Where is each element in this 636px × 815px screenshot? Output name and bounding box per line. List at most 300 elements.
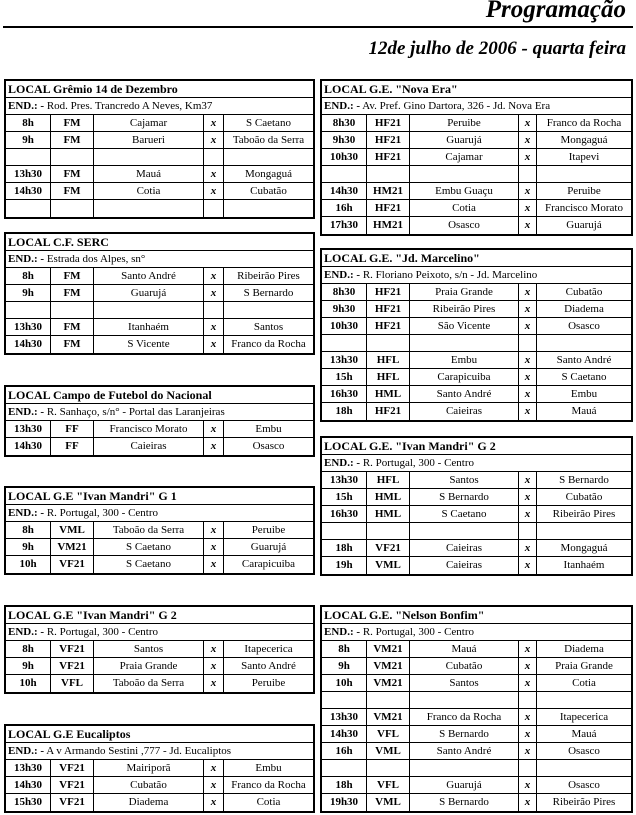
- address-label: END.: -: [324, 626, 361, 638]
- match-category: FM: [51, 319, 94, 335]
- match-row: [322, 794, 631, 811]
- match-category: HML: [367, 489, 410, 505]
- home-team: Franco da Rocha: [410, 709, 519, 725]
- home-team: [410, 166, 519, 182]
- match-category: FM: [51, 166, 94, 182]
- match-row: [322, 369, 631, 386]
- versus-mark: x: [204, 658, 224, 674]
- home-team: S Caetano: [94, 539, 204, 555]
- match-time: 8h: [322, 641, 367, 657]
- match-time: 10h30: [322, 149, 367, 165]
- away-team: Mauá: [571, 728, 597, 740]
- match-row: [6, 794, 313, 811]
- match-row: [322, 472, 631, 489]
- spacer-row: [6, 200, 313, 217]
- away-team: Peruibe: [251, 677, 286, 689]
- away-team: S Caetano: [246, 117, 291, 129]
- match-category: HF21: [367, 301, 410, 317]
- venue-name: [6, 607, 313, 624]
- venue-address: [6, 404, 313, 421]
- match-time: 14h30: [322, 183, 367, 199]
- address-label: END.: -: [8, 507, 45, 519]
- match-category: HF21: [367, 132, 410, 148]
- home-team: S Caetano: [94, 556, 204, 573]
- versus-mark: x: [519, 386, 537, 402]
- away-team: Franco da Rocha: [231, 779, 306, 791]
- local-name: G.E "Ivan Mandri" G 1: [53, 489, 177, 503]
- match-row: [322, 658, 631, 675]
- versus-mark: x: [204, 760, 224, 776]
- match-row: [6, 658, 313, 675]
- match-time: 9h: [322, 658, 367, 674]
- match-category: HM21: [367, 217, 410, 234]
- match-row: [6, 268, 313, 285]
- match-time: [322, 335, 367, 351]
- away-team: Peruibe: [567, 185, 601, 197]
- match-category: HF21: [367, 284, 410, 300]
- venue-address: [322, 267, 631, 284]
- away-team: Cubatão: [250, 185, 287, 197]
- match-time: 18h: [322, 777, 367, 793]
- match-time: 16h30: [322, 506, 367, 522]
- versus-mark: x: [204, 675, 224, 692]
- match-category: FM: [51, 132, 94, 148]
- match-category: FM: [51, 336, 94, 353]
- venue-name: [6, 81, 313, 98]
- match-time: 9h30: [322, 301, 367, 317]
- versus-mark: x: [519, 472, 537, 488]
- away-team: Ribeirão Pires: [237, 270, 300, 282]
- away-team: Itanhaém: [563, 559, 605, 571]
- match-time: [322, 760, 367, 776]
- match-row: [322, 284, 631, 301]
- match-time: 9h: [6, 132, 51, 148]
- address-text: Rod. Pres. Trancredo A Neves, Km37: [46, 100, 213, 112]
- local-label: LOCAL: [8, 388, 54, 402]
- venue-address: [322, 98, 631, 115]
- away-team: Diadema: [564, 643, 604, 655]
- address-label: END.: -: [324, 100, 361, 112]
- versus-mark: x: [519, 217, 537, 234]
- home-team: Cajamar: [94, 115, 204, 131]
- home-team: Taboão da Serra: [94, 675, 204, 692]
- home-team: Carapicuiba: [410, 369, 519, 385]
- match-category: HFL: [367, 369, 410, 385]
- match-category: FM: [51, 285, 94, 301]
- home-team: S Bernardo: [410, 726, 519, 742]
- home-team: Praia Grande: [410, 284, 519, 300]
- match-time: 13h30: [6, 166, 51, 182]
- match-category: HFL: [367, 472, 410, 488]
- match-time: 16h: [322, 743, 367, 759]
- away-team: S Bernardo: [559, 474, 609, 486]
- venue-name: [322, 438, 631, 455]
- home-team: Guarujá: [410, 132, 519, 148]
- venue-block: [320, 79, 633, 236]
- match-row: [322, 489, 631, 506]
- match-category: FF: [51, 438, 94, 455]
- match-time: [322, 166, 367, 182]
- address-label: END.: -: [8, 253, 45, 265]
- match-time: 13h30: [322, 709, 367, 725]
- match-category: VF21: [51, 556, 94, 573]
- home-team: Caieiras: [410, 403, 519, 420]
- match-row: [6, 336, 313, 353]
- home-team: Diadema: [94, 794, 204, 811]
- match-category: [367, 166, 410, 182]
- versus-mark: x: [204, 115, 224, 131]
- versus-mark: x: [204, 641, 224, 657]
- match-row: [6, 539, 313, 556]
- match-row: [6, 556, 313, 573]
- home-team: Mairiporã: [94, 760, 204, 776]
- home-team: Praia Grande: [94, 658, 204, 674]
- versus-mark: x: [204, 539, 224, 555]
- venue-block: [4, 724, 315, 813]
- home-team: [94, 302, 204, 318]
- home-team: S Caetano: [410, 506, 519, 522]
- match-category: VML: [367, 743, 410, 759]
- match-category: VF21: [51, 777, 94, 793]
- home-team: Cubatão: [410, 658, 519, 674]
- match-category: HF21: [367, 318, 410, 334]
- match-time: 14h30: [322, 726, 367, 742]
- away-team: S Caetano: [561, 371, 607, 383]
- versus-mark: x: [519, 301, 537, 317]
- local-label: LOCAL: [324, 251, 370, 265]
- venue-block: [4, 232, 315, 355]
- match-time: 17h30: [322, 217, 367, 234]
- home-team: Cubatão: [94, 777, 204, 793]
- match-category: FF: [51, 421, 94, 437]
- away-team: Taboão da Serra: [232, 134, 305, 146]
- match-time: 9h30: [322, 132, 367, 148]
- versus-mark: x: [519, 318, 537, 334]
- versus-mark: x: [204, 522, 224, 538]
- away-team: Guarujá: [250, 541, 287, 553]
- match-time: 14h30: [6, 336, 51, 353]
- spacer-row: [322, 523, 631, 540]
- away-team: Mongaguá: [560, 134, 608, 146]
- match-time: 15h30: [6, 794, 51, 811]
- match-category: FM: [51, 268, 94, 284]
- match-category: VM21: [51, 539, 94, 555]
- away-team: Praia Grande: [555, 660, 613, 672]
- match-time: 8h: [6, 641, 51, 657]
- local-label: LOCAL: [8, 608, 54, 622]
- match-time: 16h: [322, 200, 367, 216]
- match-category: VFL: [367, 777, 410, 793]
- local-name: G.E Eucaliptos: [53, 727, 131, 741]
- venue-block: [4, 486, 315, 575]
- match-time: 10h: [6, 675, 51, 692]
- away-team: S Bernardo: [243, 287, 294, 299]
- match-category: [367, 692, 410, 708]
- away-team: Itapecerica: [244, 643, 293, 655]
- away-team: Diadema: [564, 303, 604, 315]
- away-team: [224, 200, 313, 217]
- local-name: G.E "Ivan Mandri" G 2: [53, 608, 177, 622]
- venue-address: [6, 505, 313, 522]
- home-team: Mauá: [94, 166, 204, 182]
- match-category: HFL: [367, 352, 410, 368]
- match-time: 13h30: [322, 472, 367, 488]
- match-category: VM21: [367, 709, 410, 725]
- away-team: [537, 523, 631, 539]
- home-team: S Bernardo: [410, 794, 519, 811]
- home-team: Caieiras: [410, 557, 519, 574]
- home-team: Caieiras: [410, 540, 519, 556]
- spacer-row: [6, 302, 313, 319]
- away-team: Santos: [253, 321, 284, 333]
- venue-address: [322, 624, 631, 641]
- home-team: Osasco: [410, 217, 519, 234]
- versus-mark: x: [204, 438, 224, 455]
- versus-mark: x: [519, 675, 537, 691]
- versus-mark: x: [519, 743, 537, 759]
- versus-mark: x: [519, 115, 537, 131]
- versus-mark: x: [204, 319, 224, 335]
- local-label: LOCAL: [324, 82, 370, 96]
- versus-mark: x: [204, 336, 224, 353]
- home-team: Santos: [94, 641, 204, 657]
- match-row: [6, 115, 313, 132]
- match-category: [367, 523, 410, 539]
- local-label: LOCAL: [324, 608, 370, 622]
- match-row: [6, 760, 313, 777]
- home-team: Santos: [410, 472, 519, 488]
- address-label: END.: -: [8, 626, 45, 638]
- versus-mark: x: [519, 658, 537, 674]
- home-team: [410, 335, 519, 351]
- away-team: Embu: [570, 388, 598, 400]
- home-team: Taboão da Serra: [94, 522, 204, 538]
- versus-mark: x: [204, 556, 224, 573]
- match-time: 10h30: [322, 318, 367, 334]
- match-time: 19h: [322, 557, 367, 574]
- venue-block: [4, 385, 315, 457]
- match-time: 14h30: [6, 183, 51, 199]
- spacer-row: [322, 166, 631, 183]
- match-time: [6, 149, 51, 165]
- local-label: LOCAL: [8, 727, 54, 741]
- match-category: [51, 200, 94, 217]
- match-row: [322, 200, 631, 217]
- match-row: [6, 522, 313, 539]
- versus-mark: x: [204, 268, 224, 284]
- match-time: [6, 200, 51, 217]
- match-category: VF21: [51, 794, 94, 811]
- local-name: Grêmio 14 de Dezembro: [53, 82, 178, 96]
- away-team: Franco da Rocha: [546, 117, 622, 129]
- venue-name: [322, 250, 631, 267]
- home-team: Embu: [410, 352, 519, 368]
- venue-name: [6, 726, 313, 743]
- match-row: [322, 386, 631, 403]
- versus-mark: x: [204, 132, 224, 148]
- match-row: [322, 641, 631, 658]
- match-category: [367, 760, 410, 776]
- match-row: [322, 318, 631, 335]
- match-row: [322, 132, 631, 149]
- away-team: Osasco: [568, 320, 600, 332]
- venue-block: [320, 436, 633, 576]
- local-name: G.E. "Ivan Mandri" G 2: [369, 439, 496, 453]
- match-category: FM: [51, 183, 94, 199]
- match-row: [322, 115, 631, 132]
- versus-mark: [519, 760, 537, 776]
- venue-name: [322, 81, 631, 98]
- home-team: [410, 692, 519, 708]
- match-time: [6, 302, 51, 318]
- venue-address: [6, 624, 313, 641]
- versus-mark: x: [519, 777, 537, 793]
- address-text: R. Sanhaço, s/n° - Portal das Laranjeiras: [46, 406, 225, 418]
- versus-mark: x: [519, 506, 537, 522]
- local-label: LOCAL: [324, 439, 370, 453]
- versus-mark: x: [204, 777, 224, 793]
- home-team: São Vicente: [410, 318, 519, 334]
- away-team: Francisco Morato: [545, 202, 623, 214]
- match-category: HM21: [367, 183, 410, 199]
- versus-mark: x: [519, 557, 537, 574]
- address-label: END.: -: [8, 100, 45, 112]
- match-row: [6, 421, 313, 438]
- venue-address: [6, 251, 313, 268]
- home-team: Peruibe: [410, 115, 519, 131]
- match-category: HF21: [367, 149, 410, 165]
- home-team: Francisco Morato: [94, 421, 204, 437]
- away-team: Cubatão: [565, 491, 603, 503]
- match-row: [322, 675, 631, 692]
- match-category: VF21: [51, 760, 94, 776]
- local-label: LOCAL: [8, 235, 54, 249]
- match-time: 8h30: [322, 115, 367, 131]
- venue-block: [4, 79, 315, 219]
- match-time: 16h30: [322, 386, 367, 402]
- versus-mark: x: [204, 421, 224, 437]
- match-category: VM21: [367, 675, 410, 691]
- match-time: 14h30: [6, 777, 51, 793]
- away-team: Itapecerica: [559, 711, 609, 723]
- match-row: [6, 132, 313, 149]
- match-time: 8h: [6, 268, 51, 284]
- versus-mark: x: [519, 352, 537, 368]
- match-category: VFL: [51, 675, 94, 692]
- match-category: VFL: [367, 726, 410, 742]
- match-row: [322, 301, 631, 318]
- match-time: 9h: [6, 539, 51, 555]
- title-divider: [3, 26, 633, 28]
- venue-name: [322, 607, 631, 624]
- date-subtitle: 12de julho de 2006 - quarta feira: [368, 38, 626, 59]
- match-row: [6, 319, 313, 336]
- home-team: [94, 149, 204, 165]
- home-team: [94, 200, 204, 217]
- home-team: [410, 760, 519, 776]
- venue-name: [6, 387, 313, 404]
- home-team: Cotia: [94, 183, 204, 199]
- match-time: 19h30: [322, 794, 367, 811]
- versus-mark: x: [519, 149, 537, 165]
- match-row: [322, 217, 631, 234]
- versus-mark: x: [519, 403, 537, 420]
- away-team: [537, 166, 631, 182]
- venue-block: [320, 605, 633, 813]
- match-row: [322, 352, 631, 369]
- away-team: Carapicuiba: [241, 558, 296, 570]
- local-name: G.E. "Nelson Bonfim": [369, 608, 485, 622]
- home-team: Santo André: [410, 386, 519, 402]
- match-row: [322, 777, 631, 794]
- versus-mark: [519, 692, 537, 708]
- match-category: VM21: [367, 641, 410, 657]
- match-row: [322, 743, 631, 760]
- match-category: VF21: [51, 641, 94, 657]
- match-time: 13h30: [6, 421, 51, 437]
- away-team: Ribeirão Pires: [552, 796, 616, 808]
- local-label: LOCAL: [8, 489, 54, 503]
- address-text: R. Portugal, 300 - Centro: [362, 457, 475, 469]
- away-team: Embu: [255, 762, 282, 774]
- match-row: [322, 540, 631, 557]
- match-category: VF21: [51, 658, 94, 674]
- away-team: Peruibe: [251, 524, 286, 536]
- match-row: [322, 183, 631, 200]
- versus-mark: [204, 302, 224, 318]
- match-row: [6, 777, 313, 794]
- address-label: END.: -: [324, 457, 361, 469]
- versus-mark: x: [519, 284, 537, 300]
- match-row: [322, 557, 631, 574]
- match-row: [6, 675, 313, 692]
- match-category: HML: [367, 506, 410, 522]
- home-team: Santos: [410, 675, 519, 691]
- away-team: Osasco: [568, 779, 600, 791]
- address-text: R. Portugal, 300 - Centro: [362, 626, 475, 638]
- versus-mark: x: [519, 641, 537, 657]
- away-team: Santo André: [556, 354, 612, 366]
- away-team: Santo André: [241, 660, 296, 672]
- venue-address: [6, 98, 313, 115]
- match-row: [6, 438, 313, 455]
- match-time: [322, 523, 367, 539]
- match-row: [6, 285, 313, 302]
- home-team: Barueri: [94, 132, 204, 148]
- local-name: C.F. SERC: [53, 235, 109, 249]
- match-category: VML: [367, 794, 410, 811]
- versus-mark: x: [204, 166, 224, 182]
- match-time: 15h: [322, 369, 367, 385]
- match-category: [51, 149, 94, 165]
- match-row: [6, 166, 313, 183]
- match-category: VM21: [367, 658, 410, 674]
- match-row: [322, 726, 631, 743]
- away-team: [224, 149, 313, 165]
- match-time: 8h: [6, 115, 51, 131]
- match-time: 8h30: [322, 284, 367, 300]
- match-category: FM: [51, 115, 94, 131]
- versus-mark: [204, 149, 224, 165]
- match-category: HF21: [367, 200, 410, 216]
- match-category: [51, 302, 94, 318]
- venue-address: [322, 455, 631, 472]
- versus-mark: [519, 523, 537, 539]
- local-name: Campo de Futebol do Nacional: [53, 388, 212, 402]
- home-team: S Bernardo: [410, 489, 519, 505]
- match-row: [322, 709, 631, 726]
- address-text: R. Floriano Peixoto, s/n - Jd. Marcelino: [362, 269, 538, 281]
